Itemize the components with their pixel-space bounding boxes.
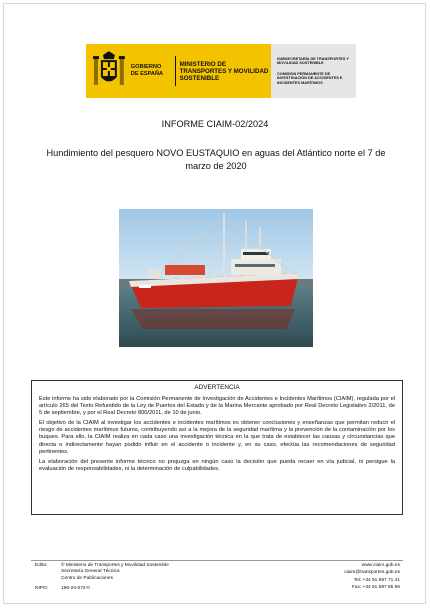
warning-heading: ADVERTENCIA: [194, 384, 240, 391]
footer-rule: [31, 560, 403, 561]
comision-label: COMISIÓN PERMANENTE DE INVESTIGACIÓN DE ACCIDENTES E INCIDENTES MARÍTIMOS: [277, 71, 343, 85]
report-title: Hundimiento del pesquero NOVO EUSTAQUIO en aguas del Atlántico norte el 7 de marzo de 2020: [46, 148, 386, 171]
email-link[interactable]: ciaim@transportes.gob.es: [344, 570, 400, 576]
footer-contact: [344, 562, 400, 592]
subsecretaria-label: SUBSECRETARÍA DE TRANSPORTES Y MOVILIDAD SOSTENIBLE: [277, 56, 349, 66]
government-label: GOBIERNO DE ESPAÑA: [130, 64, 164, 77]
nipo-value: 196-24-072-0: [61, 586, 90, 592]
edita-label: Edita:: [35, 563, 48, 568]
footer-publisher: [35, 563, 169, 593]
report-number: INFORME CIAIM-02/2024: [161, 119, 269, 129]
warning-paragraph: La elaboración del presente informe técnico no prejuzga en ningún caso la decisión que pueda recaer en vía judicial, ni persigue la evaluación de responsabilidades, ni la determinación de culpabilidades.: [39, 458, 395, 472]
edita-line: © Ministerio de Transportes y Movilidad Sostenible: [61, 563, 169, 568]
phone-number: Tel: +34 91 597 71 41: [353, 577, 400, 583]
website-link[interactable]: www.ciaim.gob.es: [361, 563, 400, 568]
coat-of-arms-icon: [92, 51, 126, 91]
fishing-vessel-image: [119, 209, 313, 347]
vessel-photo: [119, 209, 313, 347]
fax-number: Fax: +34 91 597 85 96: [351, 585, 400, 591]
header-divider: [175, 56, 176, 86]
warning-paragraph: Este informe ha sido elaborado por la Comisión Permanente de Investigación de Accidentes e Incidentes Marítimos (CIAIM), regulada por el artículo 265 del Texto Refundido de la Ley de Puertos del Estado y de la Marina Mercante aprobado por Real Decreto Legislativo 2/2011, de 5 de septiembre, y por el Real Decreto 800/2011, de 10 de junio.: [39, 396, 395, 417]
warning-paragraph: El objetivo de la CIAIM al investigar los accidentes e incidentes marítimos es obtener conclusiones y enseñanzas que permitan reducir el riesgo de accidentes marítimos futuros, contribuyendo así a la mejora de la seguridad marítima y la prevención de la contaminación por los buques. Para ello, la CIAIM realiza en cada caso una investigación técnica en la que trata de establecer las causas y circunstancias que directa o indirectamente hayan podido influir en el accidente o incidente y, en su caso, efectúa las recomendaciones de seguridad pertinentes.: [39, 420, 395, 455]
nipo-label: NIPO:: [35, 586, 49, 592]
ministry-label: MINISTERIO DE TRANSPORTES Y MOVILIDAD SOSTENIBLE: [179, 60, 269, 82]
edita-line: Centro de Publicaciones: [61, 575, 113, 581]
warning-box: [31, 380, 403, 515]
header-logo: [86, 44, 356, 98]
edita-line: Secretaría General Técnica: [61, 569, 120, 575]
sub-entity-block: [271, 44, 356, 98]
government-block: [86, 44, 271, 98]
